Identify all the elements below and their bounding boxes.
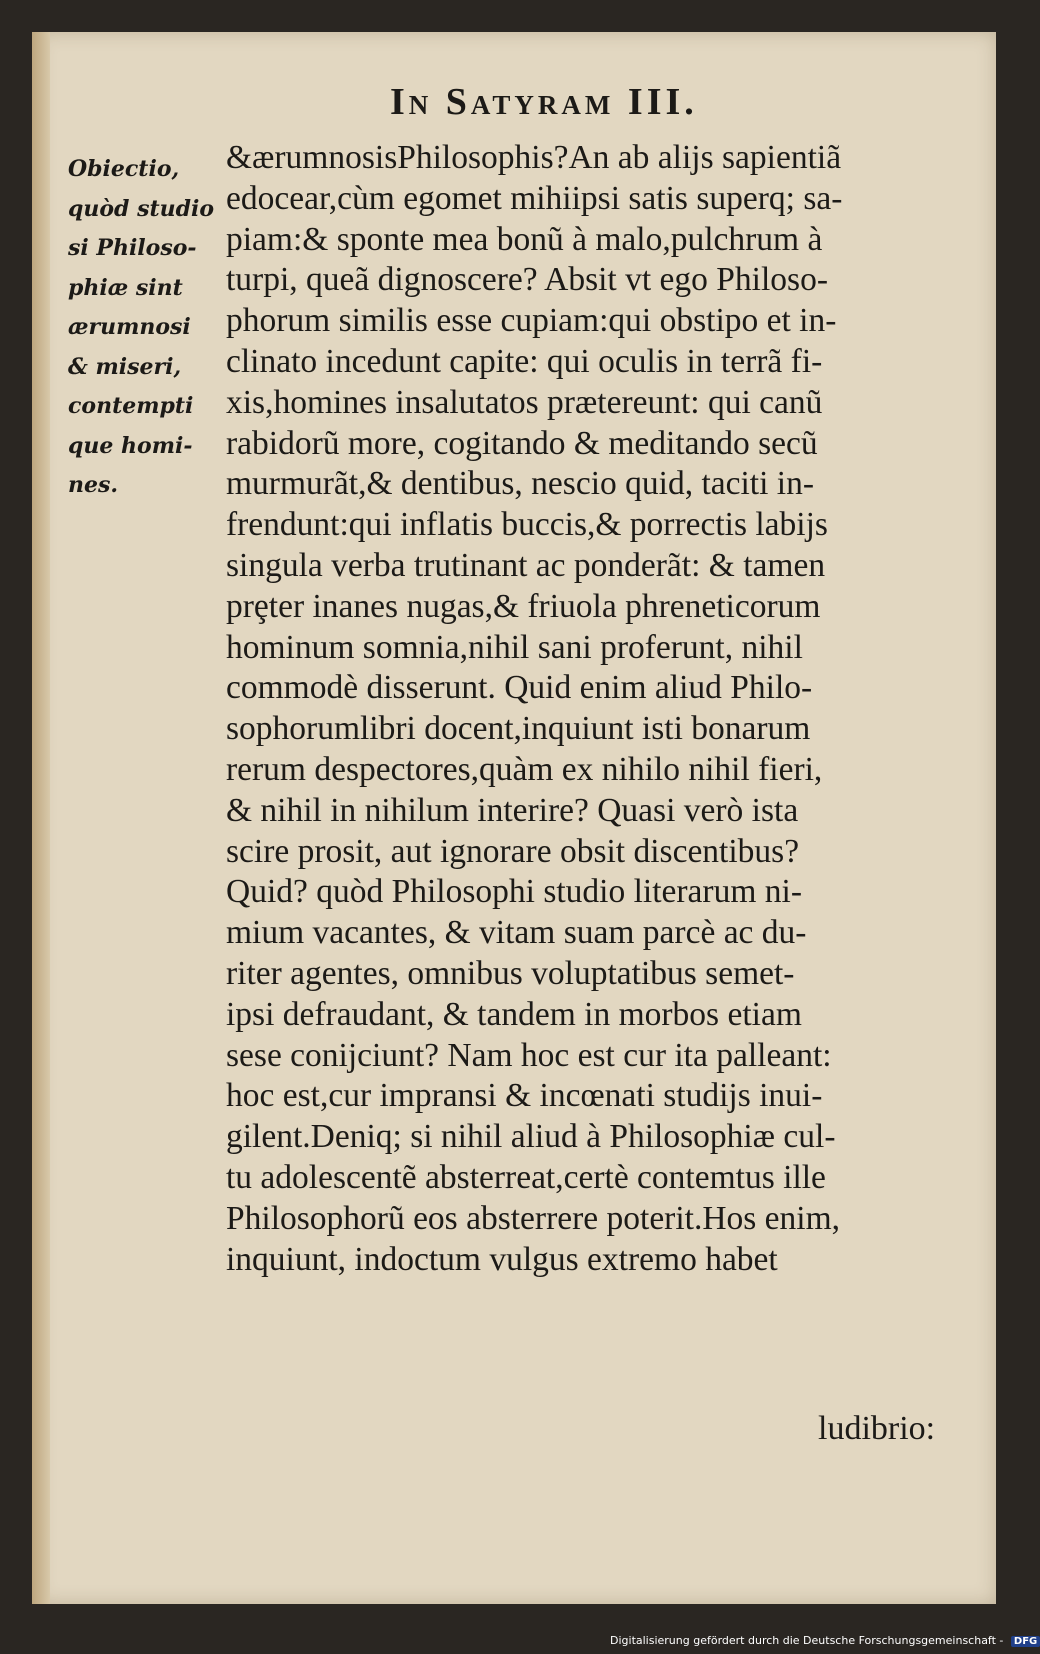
- dfg-logo: DFG: [1011, 1636, 1040, 1647]
- body-line: frendunt:qui inflatis buccis,& porrectis labijs: [226, 506, 828, 544]
- body-line: &ærumnosisPhilosophis?An ab alijs sapientiã: [226, 139, 842, 176]
- marginal-note-line: quòd studio: [68, 195, 215, 222]
- marginal-note-line: contempti: [68, 393, 194, 419]
- page-binding-edge: [32, 32, 50, 1604]
- body-line: turpi, queã dignoscere? Absit vt ego Philoso-: [226, 261, 828, 299]
- body-line: riter agentes, omnibus voluptatibus semet-: [226, 954, 795, 992]
- marginal-note-line: que homi-: [68, 432, 193, 459]
- credit-text: Digitalisierung gefördert durch die Deutsche Forschungsgemeinschaft -: [610, 1634, 1004, 1647]
- body-line: phorum similis esse cupiam:qui obstipo et in-: [226, 302, 837, 340]
- marginal-note-line: Obiectio,: [68, 156, 180, 182]
- marginal-note-line: phiæ sint: [68, 274, 183, 301]
- body-line: hoc est,cur impransi & incœnati studijs inui-: [226, 1077, 823, 1115]
- body-line: commodè disserunt. Quid enim aliud Philo-: [226, 669, 813, 707]
- body-line: piam:& sponte mea bonũ à malo,pulchrum à: [226, 220, 823, 258]
- marginal-note-line: & miseri,: [68, 353, 182, 380]
- marginal-note-line: nes.: [68, 472, 119, 498]
- body-line: prȩter inanes nugas,& friuola phreneticorum: [226, 587, 821, 625]
- marginal-note-line: si Philoso-: [68, 235, 197, 261]
- body-line: clinato incedunt capite: qui oculis in terrã fi-: [226, 342, 823, 380]
- body-line: singula verba trutinant ac ponderãt: & tamen: [226, 546, 826, 584]
- body-line: xis,homines insalutatos prætereunt: qui canũ: [226, 383, 823, 421]
- body-line: tu adolescentẽ absterreat,certè contemtus ille: [226, 1158, 826, 1196]
- body-line: gilent.Deniq; si nihil aliud à Philosophiæ cul-: [226, 1118, 836, 1156]
- marginal-note: [68, 150, 223, 506]
- catchword: ludibrio:: [818, 1410, 936, 1447]
- body-line: Quid? quòd Philosophi studio literarum ni-: [226, 873, 802, 911]
- body-line: ipsi defraudant, & tandem in morbos etiam: [226, 995, 802, 1033]
- body-line: sese conijciunt? Nam hoc est cur ita palleant:: [226, 1036, 832, 1074]
- body-line: inquiunt, indoctum vulgus extremo habet: [226, 1240, 778, 1278]
- body-line: rabidorũ more, cogitando & meditando secũ: [226, 424, 818, 462]
- body-line: mium vacantes, & vitam suam parcè ac du-: [226, 914, 807, 952]
- marginal-note-line: ærumnosi: [68, 314, 191, 340]
- body-line: murmurãt,& dentibus, nescio quid, taciti in-: [226, 465, 815, 503]
- body-text: [226, 138, 954, 1280]
- body-line: & nihil in nihilum interire? Quasi verò ista: [226, 791, 799, 829]
- running-head: In Satyram III.: [390, 81, 698, 123]
- digitization-credit: [610, 1634, 1040, 1647]
- body-line: scire prosit, aut ignorare obsit discentibus?: [226, 832, 800, 870]
- body-line: edocear,cùm egomet mihiipsi satis superq; sa-: [226, 179, 843, 217]
- body-line: Philosophorũ eos absterrere poterit.Hos enim,: [226, 1199, 841, 1237]
- body-line: hominum somnia,nihil sani proferunt, nihil: [226, 628, 803, 666]
- body-line: rerum despectores,quàm ex nihilo nihil fieri,: [226, 750, 823, 788]
- body-line: sophorumlibri docent,inquiunt isti bonarum: [226, 710, 811, 748]
